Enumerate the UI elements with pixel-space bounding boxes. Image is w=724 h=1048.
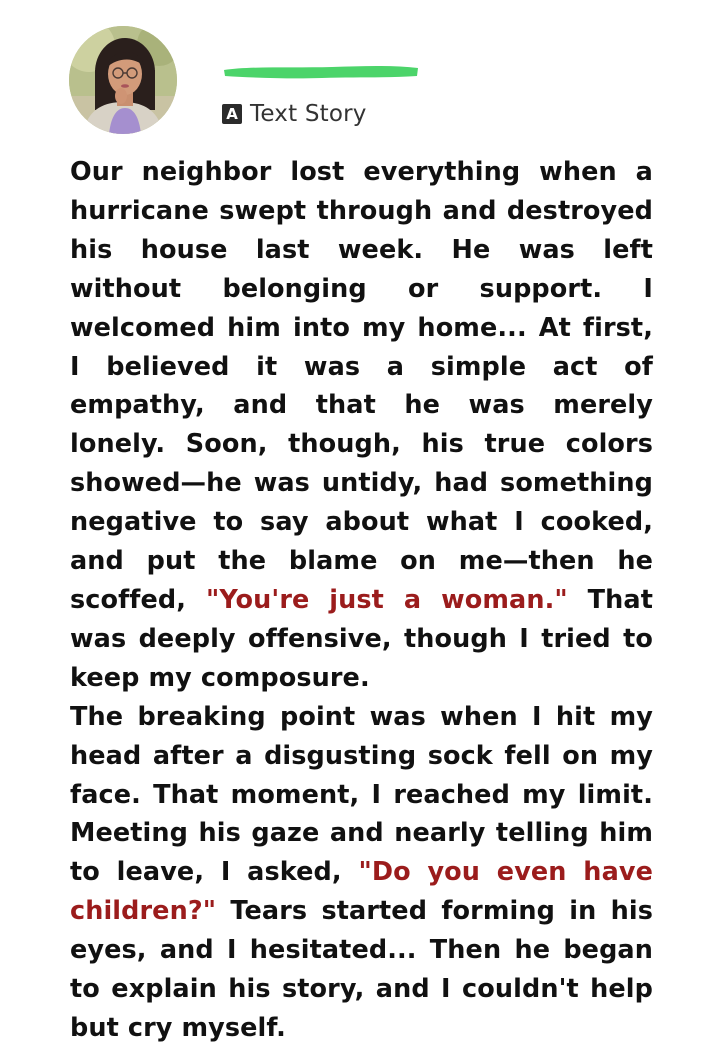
text-story-badge: [222, 101, 367, 127]
avatar[interactable]: [69, 26, 177, 134]
story-text: Our neighbor lost everything when a hurricane swept through and destroyed his house last week. He was left without belonging or support. I welcomed him into my home... At first, I believed it was a simple act of empathy, and that he was merely lonely. Soon, though, his true colors showed—he was untidy, had something negative to say about what I cooked, and put the blame on me—then he scoffed,: [70, 157, 653, 615]
story-paragraph-2: [70, 698, 653, 1048]
avatar-portrait-image: [69, 26, 177, 134]
story-text: Tears started forming in his eyes, and I hesitated... Then he began to explain his story, and I couldn't help but cry myself.: [70, 896, 653, 1043]
story-body: [70, 153, 653, 1048]
highlighted-quote: "You're just a woman.": [205, 584, 568, 615]
badge-label: Text Story: [250, 101, 367, 127]
text-story-icon: A: [222, 104, 242, 124]
name-redaction-mark: [222, 61, 420, 83]
story-text: The breaking point was when I hit my head after a disgusting sock fell on my face. That moment, I reached my limit. Meeting his gaze and nearly telling him to leave, I asked,: [70, 701, 653, 888]
story-paragraph-1: [70, 153, 653, 698]
highlighted-quote: "Do you even have children?": [70, 857, 653, 927]
story-header: [0, 0, 724, 150]
story-text: That was deeply offensive, though I tried to keep my composure.: [70, 584, 653, 693]
